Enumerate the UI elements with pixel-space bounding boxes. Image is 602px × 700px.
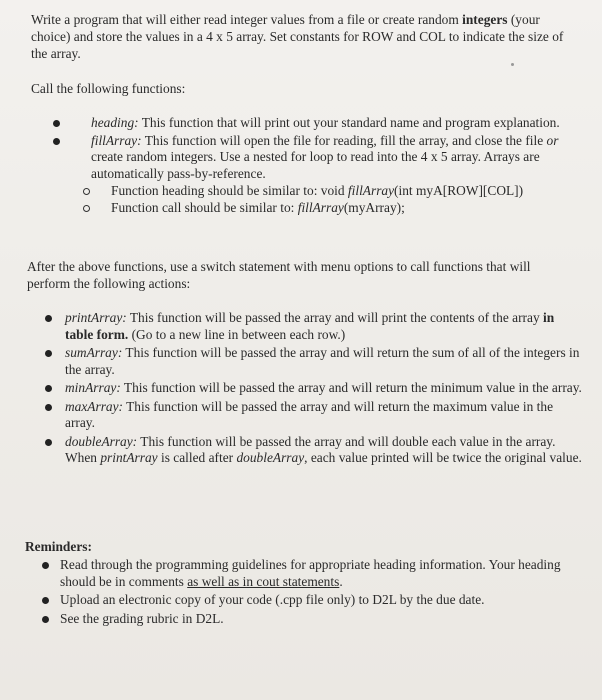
bullet-icon [45, 315, 52, 322]
subitem-post: (myArray); [343, 199, 405, 215]
action-desc-doublearray-a: This function will be passed the array and will double each value in the array. When [65, 433, 556, 465]
list-item-maxarray [28, 399, 583, 432]
bullet-icon [42, 597, 49, 604]
action-name-maxarray: maxArray: [65, 398, 124, 414]
reminder-text-a: Read through the programming guidelines for appropriate heading information. Your heading should be in comments [60, 557, 561, 589]
bullet-icon [42, 562, 49, 569]
circle-bullet-icon [83, 188, 90, 195]
action-desc-sumarray: This function will be passed the array and will return the sum of all of the integers in the array. [65, 345, 580, 377]
action-desc-doublearray-b: is called after [157, 450, 237, 465]
action-it-printarray: printArray [100, 450, 158, 465]
list-item-minarray [28, 380, 583, 397]
bullet-icon [42, 616, 49, 623]
bullet-icon [45, 385, 52, 392]
reminder-item-rubric [25, 611, 585, 628]
call-following-heading: Call the following functions: [31, 81, 186, 96]
function-desc-heading: This function that will print out your standard name and program explanation. [138, 115, 560, 130]
action-desc-printarray-a: This function will be passed the array and will print the contents of the array [126, 310, 543, 325]
action-bold-table-form: in table form. [65, 310, 555, 342]
list-item-fillarray [53, 133, 583, 183]
function-name-fillarray: fillArray: [91, 132, 142, 148]
action-desc-minarray: This function will be passed the array and will return the minimum value in the array. [120, 380, 582, 395]
intro-paragraph [31, 11, 576, 62]
list-item-sumarray [28, 345, 583, 378]
reminder-upload-text: Upload an electronic copy of your code (.cpp file only) to D2L by the due date. [60, 592, 485, 607]
bullet-icon [45, 404, 52, 411]
action-it-doublearray: doubleArray [236, 450, 305, 465]
action-desc-doublearray-c: , each value printed will be twice the original value. [304, 450, 582, 465]
circle-bullet-icon [83, 205, 90, 212]
function-name-heading: heading: [91, 115, 139, 130]
bullet-icon [45, 439, 52, 446]
actions-list [28, 310, 583, 469]
subitem-fn: fillArray [297, 199, 344, 215]
bullet-icon [45, 350, 52, 357]
reminder-rubric-text: See the grading rubric in D2L. [60, 610, 224, 626]
action-name-doublearray: doubleArray: [65, 433, 138, 449]
subitem-pre: Function call should be similar to: [111, 199, 298, 215]
list-item-heading [53, 115, 583, 132]
reminder-underline: as well as in cout statements [187, 573, 340, 589]
bullet-icon [53, 138, 60, 145]
list-item-printarray [28, 310, 583, 343]
action-name-sumarray: sumArray: [65, 345, 123, 360]
action-name-minarray: minArray: [65, 380, 121, 395]
function-or-word: or [546, 132, 559, 148]
subitem-fn: fillArray [347, 183, 395, 198]
subitem-function-heading [53, 183, 583, 200]
action-desc-printarray-b: (Go to a new line in between each row.) [128, 326, 346, 342]
list-item-doublearray [28, 434, 583, 467]
bullet-icon [53, 120, 60, 127]
reminders-list [25, 557, 585, 629]
intro-text-1: Write a program that will either read integer values from a file or create random [31, 12, 463, 27]
action-desc-maxarray: This function will be passed the array and will return the maximum value in the array. [65, 398, 554, 430]
reminder-text-b: . [339, 573, 343, 589]
speck-mark [511, 63, 514, 66]
intro-bold-integers: integers [462, 12, 508, 27]
reminders-heading: Reminders: [25, 539, 92, 554]
subitem-function-call [53, 200, 583, 217]
function-desc-fillarray-a: This function will open the file for reading, fill the array, and close the file [141, 132, 547, 148]
intro-text-2: (your choice) and store the values in a 4 x 5 array. Set constants for ROW and COL to indicate the size of the array. [31, 12, 564, 61]
function-desc-fillarray-b: create random integers. Use a nested for loop to read into the 4 x 5 array. Arrays are automatically pass-by-reference. [91, 149, 540, 181]
subitem-post: (int myA[ROW][COL]) [394, 183, 524, 198]
reminder-item-upload [25, 592, 585, 609]
after-paragraph: After the above functions, use a switch statement with menu options to call functions that will perform the following actions: [27, 259, 531, 291]
reminder-item-heading [25, 557, 585, 590]
action-name-printarray: printArray: [65, 310, 127, 325]
functions-list [53, 115, 583, 216]
subitem-pre: Function heading should be similar to: void [111, 183, 348, 198]
